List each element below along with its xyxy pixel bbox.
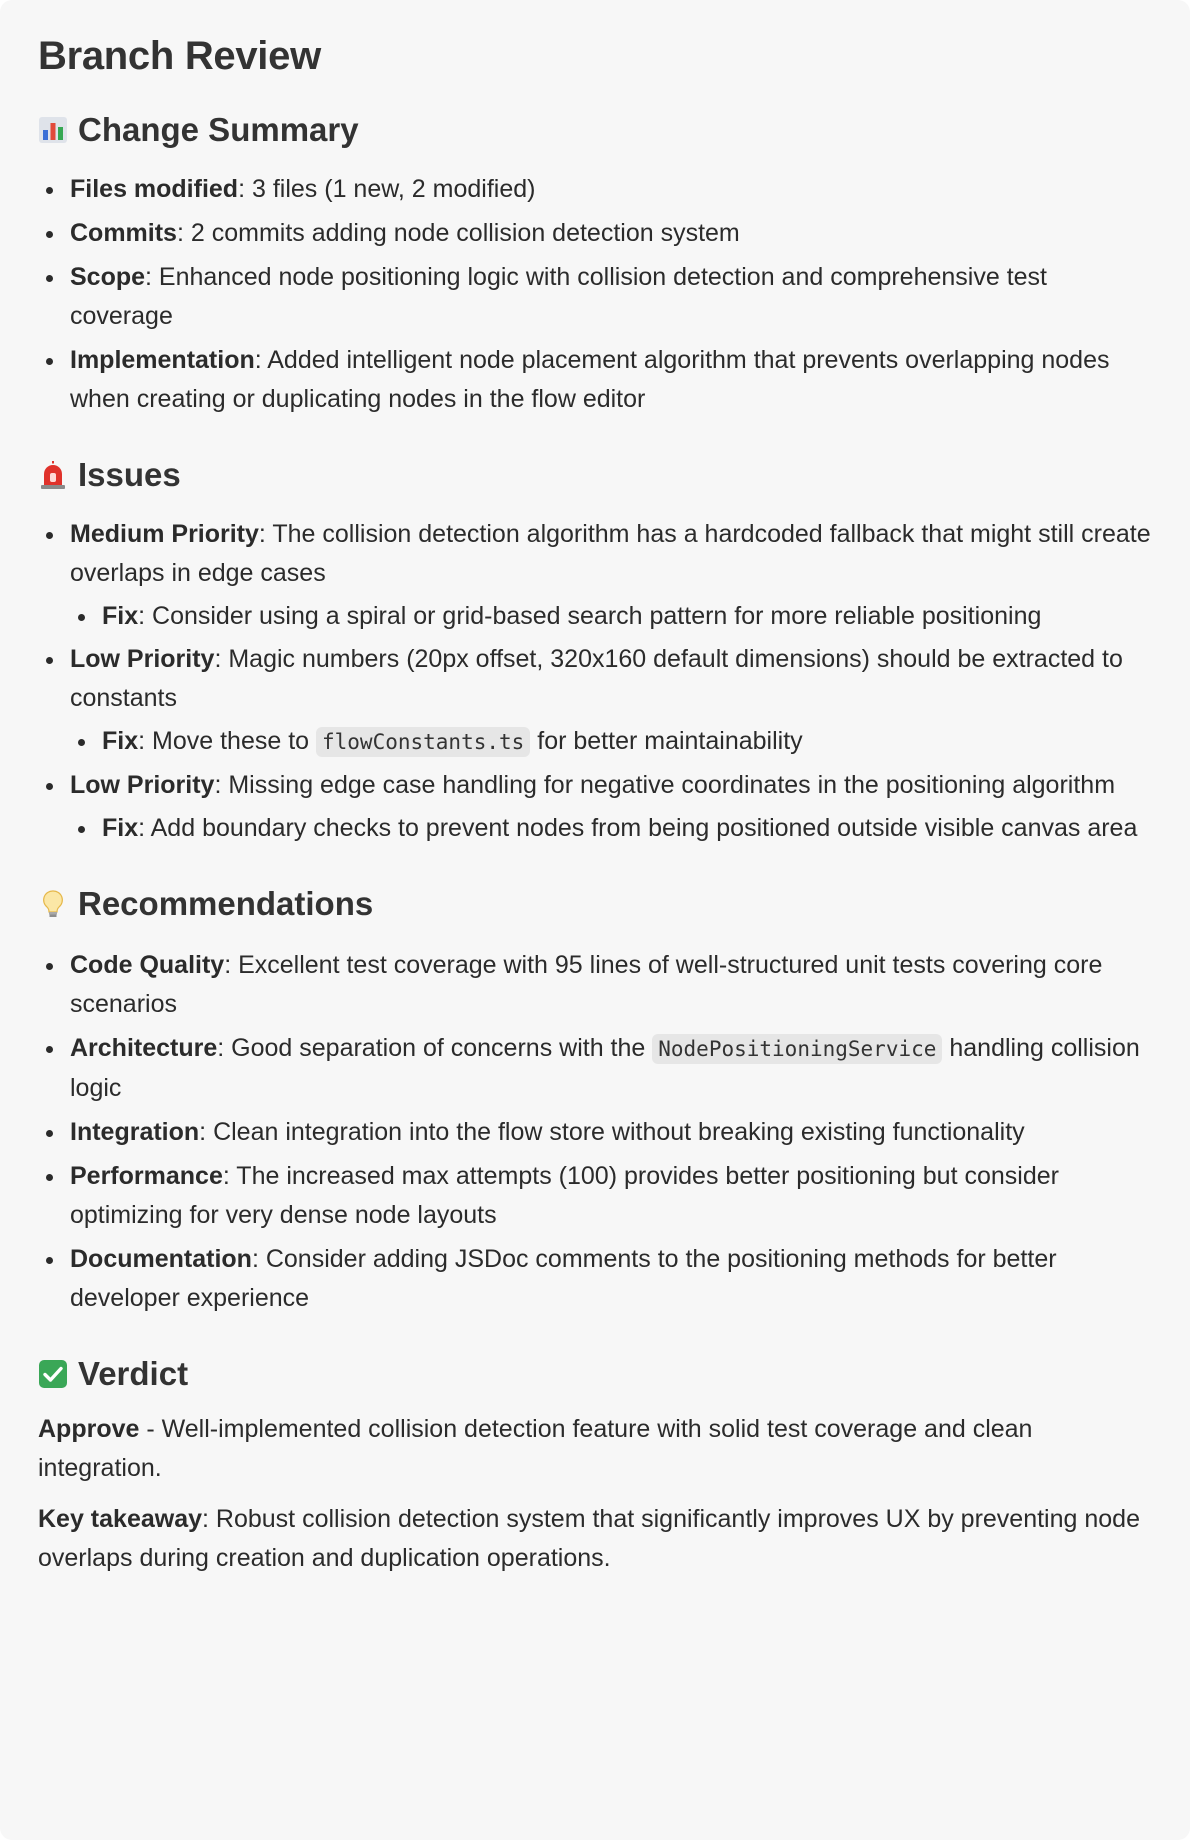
list-item: Commits: 2 commits adding node collision detection system [38, 214, 1152, 253]
list-item: Low Priority: Magic numbers (20px offset, 320x160 default dimensions) should be extracted to constants [38, 640, 1152, 718]
siren-icon [38, 460, 68, 490]
recommendations-title: Recommendations [78, 885, 374, 922]
list-item: Low Priority: Missing edge case handling for negative coordinates in the positioning algorithm [38, 766, 1152, 805]
issues-title: Issues [78, 456, 181, 493]
list-item: Code Quality: Excellent test coverage with 95 lines of well-structured unit tests covering core scenarios [38, 946, 1152, 1024]
list-item: Integration: Clean integration into the flow store without breaking existing functionality [38, 1113, 1152, 1152]
fix-item: Fix: Move these to flowConstants.ts for better maintainability [38, 722, 1152, 762]
change-summary-title: Change Summary [78, 111, 359, 148]
issues-heading [38, 453, 1152, 497]
change-summary-list [38, 170, 1152, 419]
recommendations-heading [38, 882, 1152, 926]
verdict-approve: Approve - Well-implemented collision detection feature with solid test coverage and clean integration. [38, 1415, 1033, 1482]
page-title: Branch Review [38, 34, 321, 78]
fix-item: Fix: Add boundary checks to prevent nodes from being positioned outside visible canvas area [38, 809, 1152, 848]
inline-code: flowConstants.ts [316, 727, 530, 757]
recommendations-list [38, 946, 1152, 1318]
list-item: Performance: The increased max attempts (100) provides better positioning but consider optimizing for very dense node layouts [38, 1157, 1152, 1235]
bar-chart-icon [38, 115, 68, 145]
verdict-takeaway: Key takeaway: Robust collision detection system that significantly improves UX by preventing node overlaps during creation and duplication operations. [38, 1505, 1140, 1572]
list-item: Implementation: Added intelligent node placement algorithm that prevents overlapping nodes when creating or duplicating nodes in the flow editor [38, 341, 1152, 419]
inline-code: NodePositioningService [652, 1034, 942, 1064]
fix-item: Fix: Consider using a spiral or grid-based search pattern for more reliable positioning [38, 597, 1152, 636]
list-item: Architecture: Good separation of concerns with the NodePositioningService handling collision logic [38, 1029, 1152, 1108]
list-item: Scope: Enhanced node positioning logic with collision detection and comprehensive test coverage [38, 258, 1152, 336]
check-mark-icon [38, 1359, 68, 1389]
verdict-title: Verdict [78, 1355, 189, 1392]
change-summary-heading [38, 108, 1152, 152]
list-item: Files modified: 3 files (1 new, 2 modified) [38, 170, 1152, 209]
lightbulb-icon [38, 889, 68, 919]
list-item: Medium Priority: The collision detection algorithm has a hardcoded fallback that might still create overlaps in edge cases [38, 515, 1152, 593]
verdict-heading [38, 1352, 1152, 1396]
list-item: Documentation: Consider adding JSDoc comments to the positioning methods for better developer experience [38, 1240, 1152, 1318]
issues-list [38, 515, 1152, 848]
